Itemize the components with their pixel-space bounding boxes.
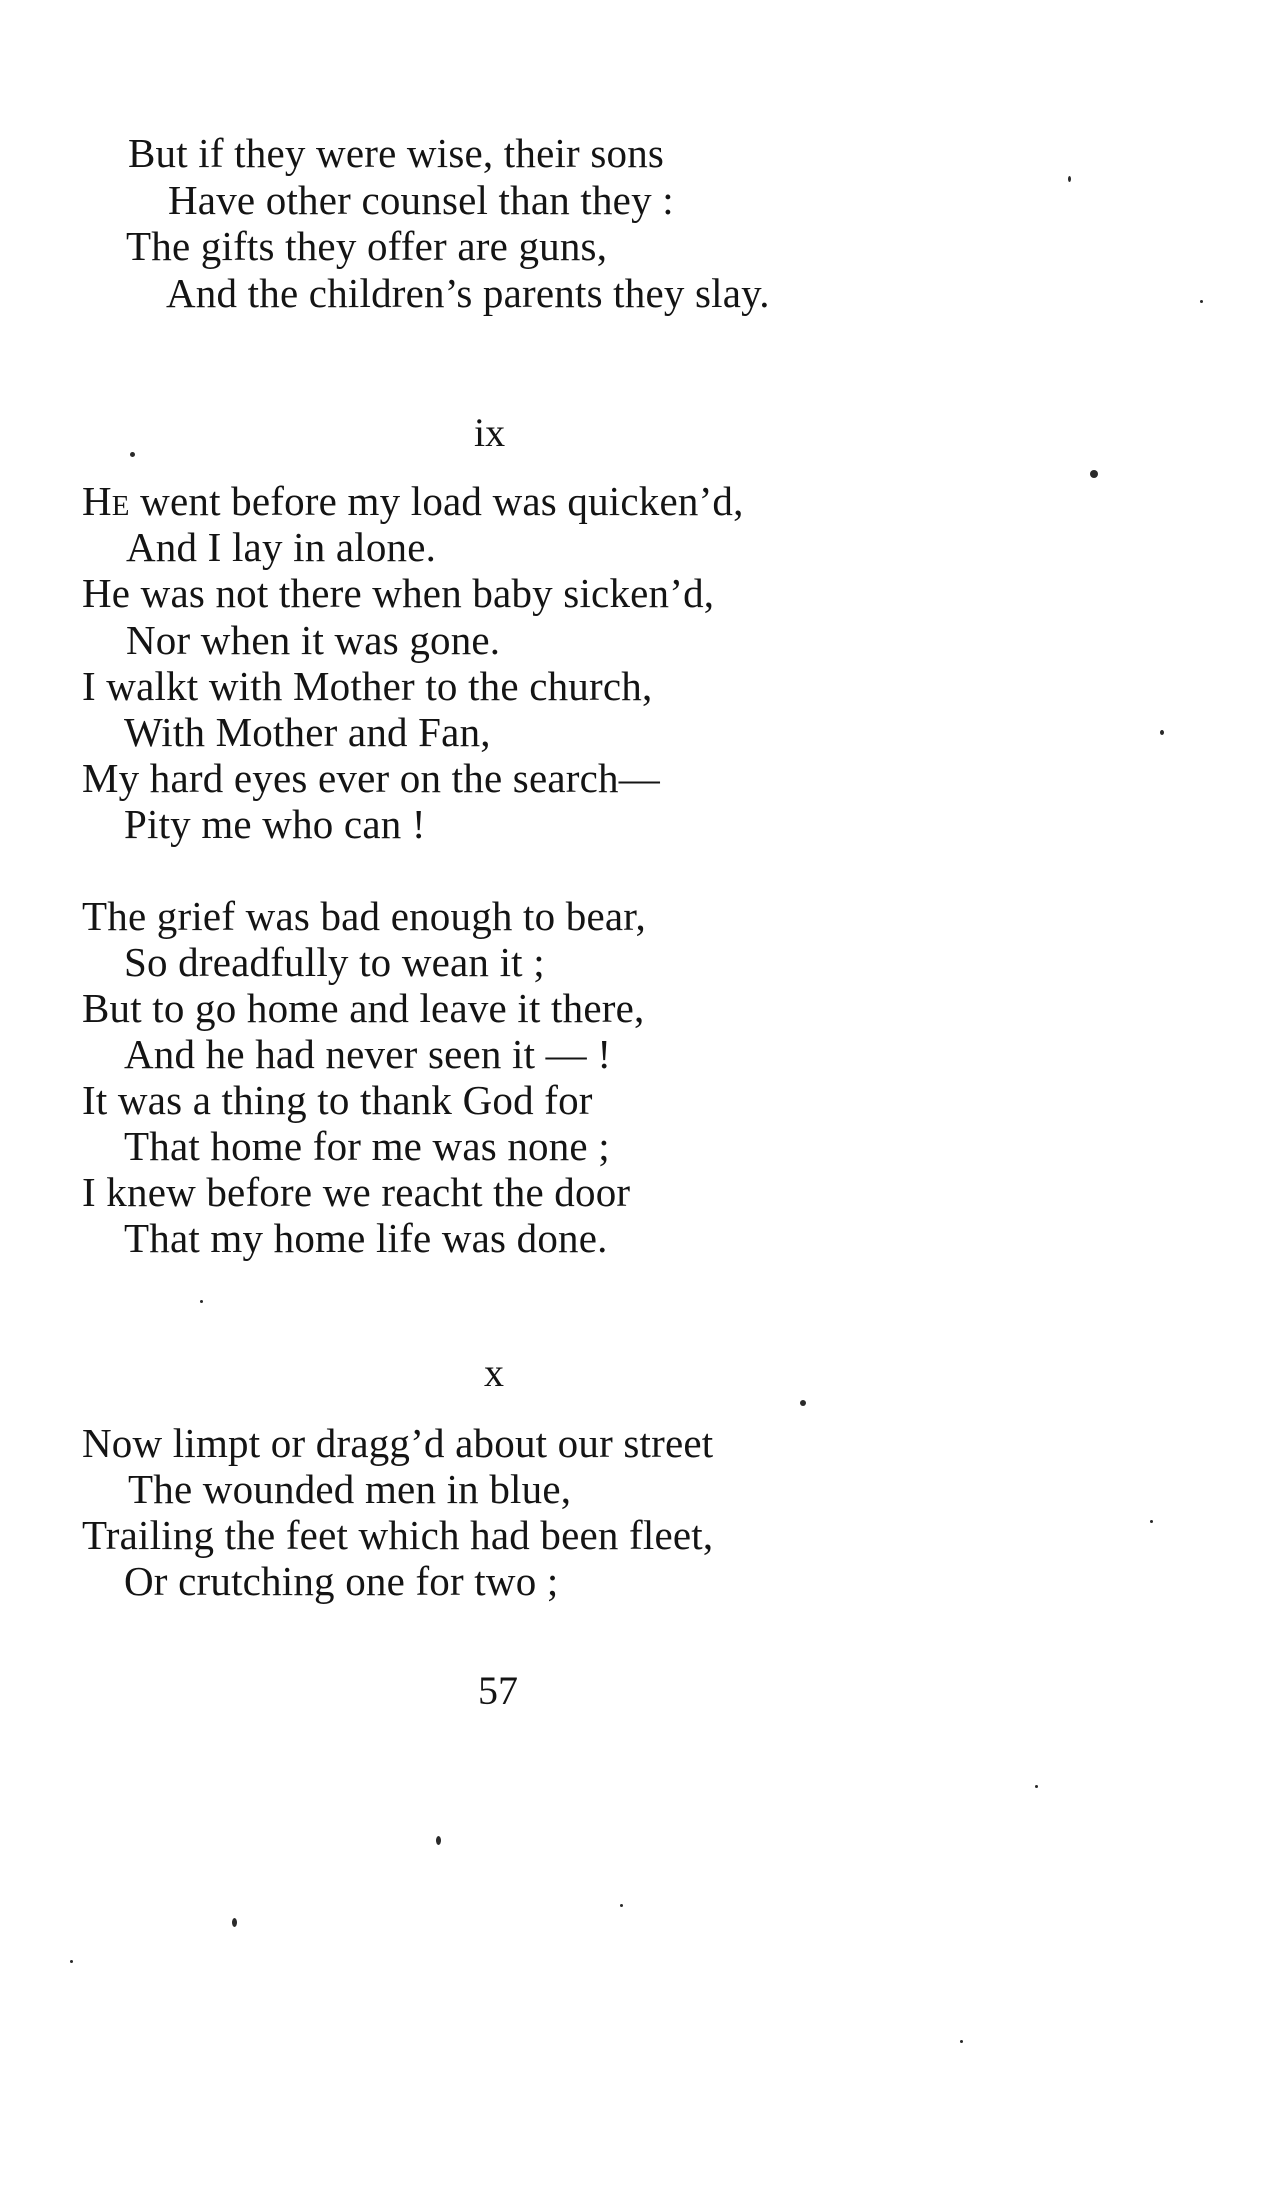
poem-line: It was a thing to thank God for	[82, 1077, 593, 1123]
first-line-text: went before my load was quicken’d,	[129, 478, 744, 524]
scan-speck	[1160, 730, 1164, 735]
poem-line: Pity me who can !	[124, 801, 426, 847]
scan-speck	[436, 1836, 441, 1845]
poem-line: Or crutching one for two ;	[124, 1558, 559, 1604]
poem-line: And he had never seen it — !	[124, 1031, 612, 1077]
poem-line: That my home life was done.	[124, 1215, 608, 1261]
scan-speck	[1068, 176, 1071, 182]
scan-speck	[130, 452, 135, 457]
scan-speck	[620, 1904, 623, 1907]
scan-speck	[1035, 1785, 1038, 1788]
section-numeral-ix: ix	[474, 410, 506, 455]
poem-line: The gifts they offer are guns,	[126, 223, 608, 269]
poem-line: The wounded men in blue,	[128, 1466, 572, 1512]
poem-line: And the children’s parents they slay.	[166, 270, 770, 316]
dropcap-word: He	[82, 478, 130, 524]
poem-line: He was not there when baby sicken’d,	[82, 570, 715, 616]
scan-speck	[1200, 300, 1203, 303]
poem-line: So dreadfully to wean it ;	[124, 939, 545, 985]
poem-line: I walkt with Mother to the church,	[82, 663, 653, 709]
poem-line: With Mother and Fan,	[124, 709, 491, 755]
poem-line: Trailing the feet which had been fleet,	[82, 1512, 714, 1558]
poem-line: My hard eyes ever on the search—	[82, 755, 660, 801]
poem-line: Nor when it was gone.	[126, 617, 501, 663]
scan-speck	[200, 1300, 203, 1303]
section-numeral-x: x	[484, 1350, 504, 1395]
poem-line: But to go home and leave it there,	[82, 985, 645, 1031]
page-number: 57	[478, 1668, 518, 1713]
scan-speck	[800, 1400, 806, 1406]
scan-speck	[1150, 1520, 1153, 1523]
poem-line: But if they were wise, their sons	[128, 130, 665, 176]
scan-speck	[232, 1918, 237, 1927]
scan-speck	[960, 2040, 963, 2043]
poem-line: Have other counsel than they :	[168, 177, 674, 223]
poem-line: I knew before we reacht the door	[82, 1169, 631, 1215]
poem-line-first	[82, 478, 744, 524]
scan-speck	[1090, 470, 1098, 478]
poem-line: The grief was bad enough to bear,	[82, 893, 646, 939]
scan-speck	[70, 1960, 73, 1963]
poem-line: That home for me was none ;	[124, 1123, 610, 1169]
poem-line: And I lay in alone.	[126, 524, 437, 570]
poem-line: Now limpt or dragg’d about our street	[82, 1420, 714, 1466]
